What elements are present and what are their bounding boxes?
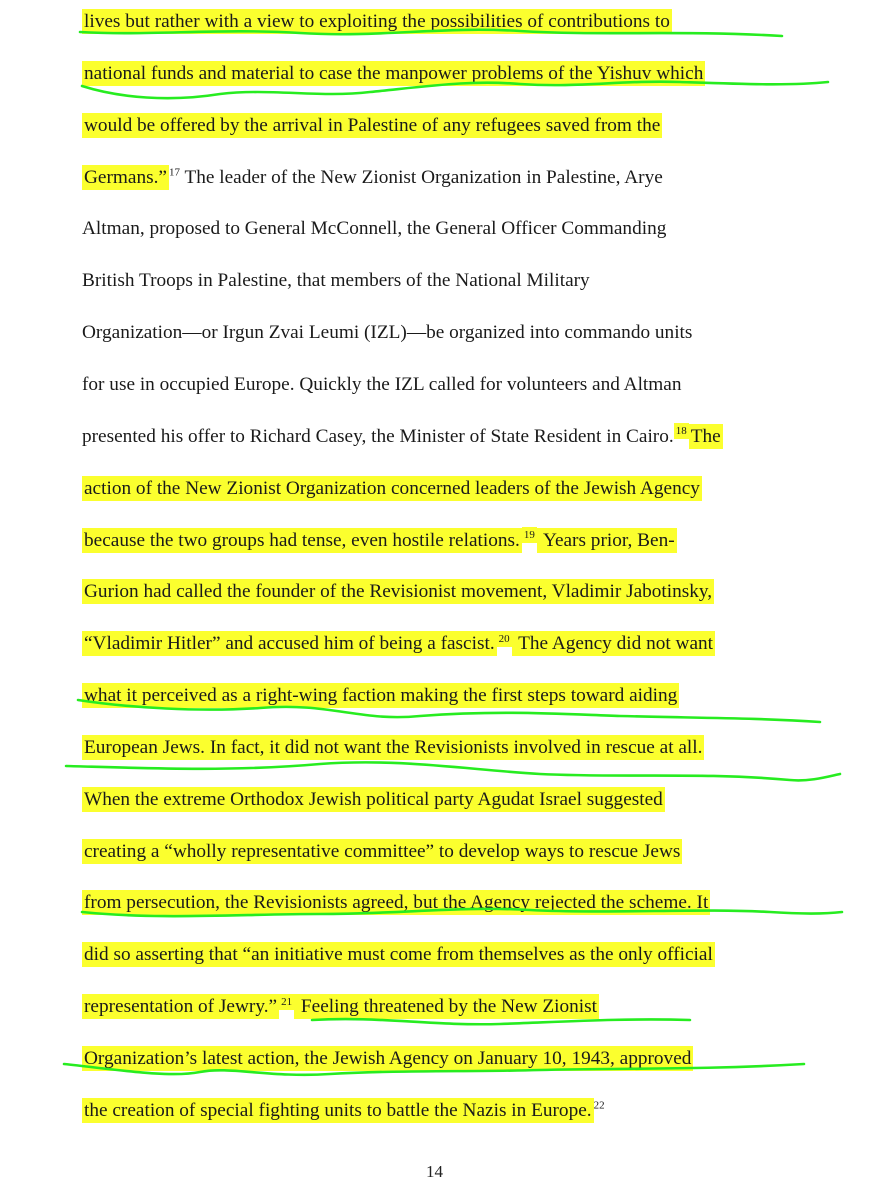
highlighted-text: “Vladimir Hitler” and accused him of being a fascist. bbox=[84, 633, 495, 655]
highlighted-text: The bbox=[690, 425, 721, 447]
highlighted-text: from persecution, the Revisionists agreed, but the Agency rejected the scheme. It bbox=[84, 892, 709, 914]
highlighted-text: creating a “wholly representative committee” to develop ways to rescue Jews bbox=[84, 840, 681, 862]
highlighted-text: national funds and material to case the manpower problems of the Yishuv which bbox=[84, 62, 704, 84]
highlighted-text: action of the New Zionist Organization concerned leaders of the Jewish Agency bbox=[84, 477, 700, 499]
highlighted-text: because the two groups had tense, even hostile relations. bbox=[84, 529, 520, 551]
footnote-ref: 18 bbox=[675, 425, 687, 438]
highlighted-text: Germans.” bbox=[84, 166, 167, 188]
text-line bbox=[0, 422, 723, 452]
text-line bbox=[0, 992, 599, 1022]
page-number: 14 bbox=[426, 1162, 443, 1181]
text-run: British Troops in Palestine, that members of the National Military bbox=[82, 270, 590, 292]
highlighted-text: what it perceived as a right-wing faction making the first steps toward aiding bbox=[84, 685, 678, 707]
text-run: Altman, proposed to General McConnell, the General Officer Commanding bbox=[82, 218, 667, 240]
text-line bbox=[0, 163, 663, 193]
text-line bbox=[0, 888, 710, 918]
text-line bbox=[0, 318, 692, 348]
text-line bbox=[0, 214, 666, 244]
text-line bbox=[0, 940, 715, 970]
text-line bbox=[0, 59, 705, 89]
text-line bbox=[0, 785, 665, 815]
highlighted-text: representation of Jewry.” bbox=[84, 996, 278, 1018]
highlighted-text: Years prior, Ben- bbox=[538, 529, 675, 551]
text-line bbox=[0, 7, 672, 37]
footnote-ref: 17 bbox=[168, 166, 180, 179]
highlighted-text: would be offered by the arrival in Palestine of any refugees saved from the bbox=[84, 114, 661, 136]
text-line bbox=[0, 370, 682, 400]
text-line bbox=[0, 1096, 605, 1126]
highlighted-text: lives but rather with a view to exploiting the possibilities of contributions to bbox=[84, 11, 670, 32]
text-run: Organization—or Irgun Zvai Leumi (IZL)—be organized into commando units bbox=[82, 322, 693, 344]
text-line bbox=[0, 1044, 693, 1074]
footnote-ref: 20 bbox=[498, 632, 510, 645]
text-line bbox=[0, 526, 677, 556]
text-line bbox=[0, 681, 679, 711]
text-run: for use in occupied Europe. Quickly the IZL called for volunteers and Altman bbox=[82, 373, 682, 395]
footnote-ref: 19 bbox=[523, 529, 535, 542]
highlighted-text: Gurion had called the founder of the Revisionist movement, Vladimir Jabotinsky, bbox=[84, 581, 713, 603]
highlighted-text: Organization’s latest action, the Jewish Agency on January 10, 1943, approved bbox=[84, 1048, 692, 1069]
footnote-ref: 22 bbox=[593, 1099, 605, 1112]
text-line bbox=[0, 629, 715, 659]
text-line bbox=[0, 837, 682, 867]
pen-underline-4 bbox=[66, 762, 840, 780]
text-line bbox=[0, 577, 714, 607]
highlighted-text: The Agency did not want bbox=[513, 633, 714, 655]
footnote-ref: 21 bbox=[281, 995, 293, 1008]
highlighted-text: did so asserting that “an initiative must come from themselves as the only official bbox=[84, 944, 713, 966]
text-line bbox=[0, 111, 662, 141]
text-run: presented his offer to Richard Casey, the Minister of State Resident in Cairo. bbox=[82, 425, 674, 447]
highlighted-text: Feeling threatened by the New Zionist bbox=[296, 996, 598, 1018]
text-run: The leader of the New Zionist Organization in Palestine, Arye bbox=[179, 166, 663, 188]
highlighted-text: the creation of special fighting units to battle the Nazis in Europe. bbox=[84, 1099, 592, 1121]
text-line bbox=[0, 733, 704, 763]
highlighted-text: When the extreme Orthodox Jewish political party Agudat Israel suggested bbox=[84, 788, 663, 810]
text-line bbox=[0, 474, 702, 504]
highlighted-text: European Jews. In fact, it did not want the Revisionists involved in rescue at all. bbox=[84, 736, 703, 758]
text-line bbox=[0, 266, 590, 296]
